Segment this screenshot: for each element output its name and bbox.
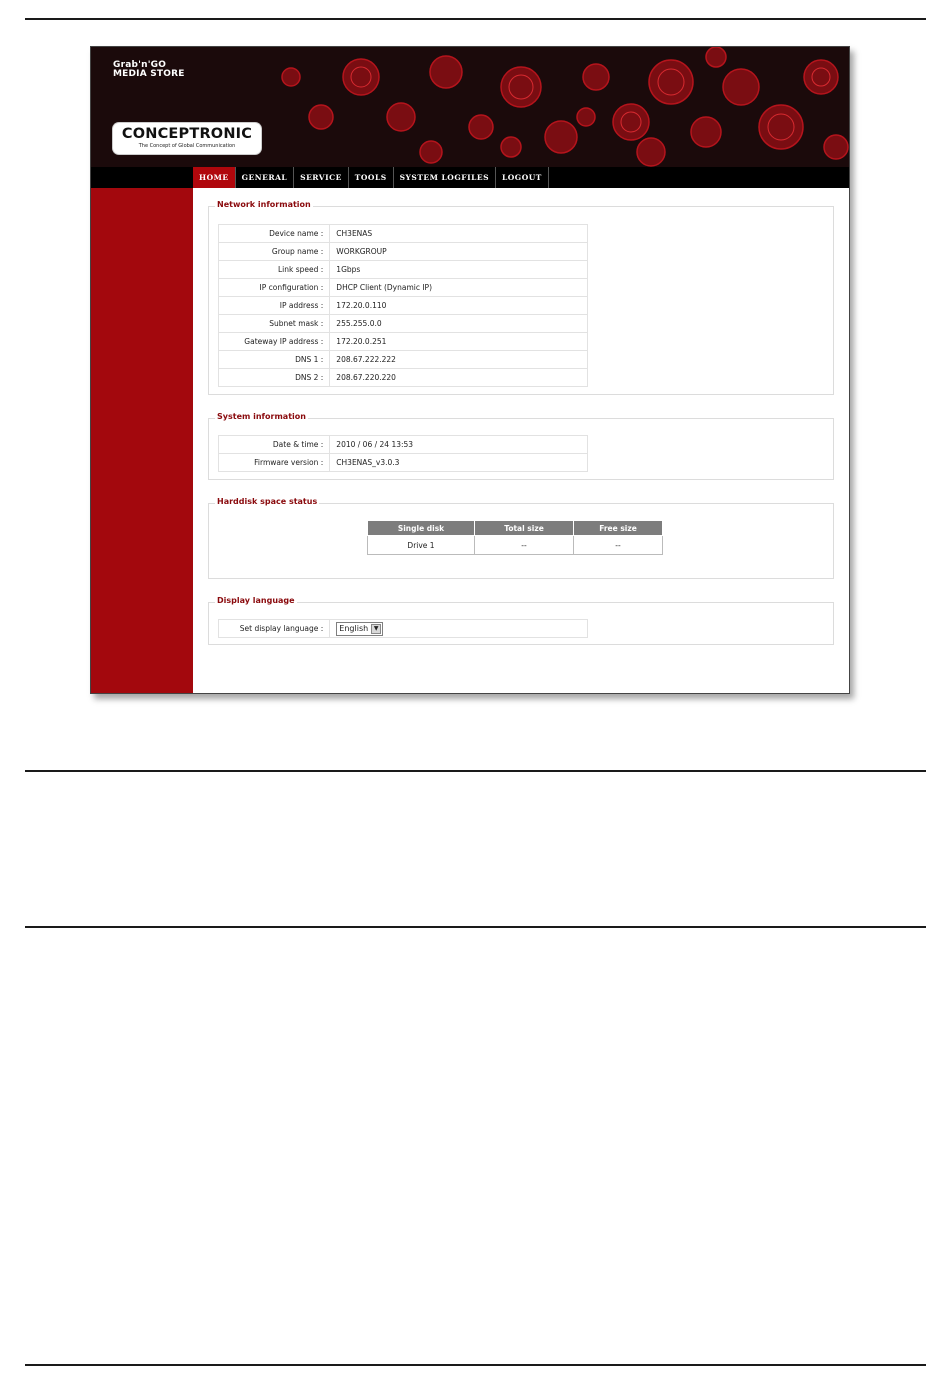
nas-admin-screenshot [90,46,850,694]
language-select[interactable]: English ▼ [336,622,383,636]
table-row: Gateway IP address : 172.20.0.251 [219,333,588,351]
nav-home[interactable]: HOME [193,167,236,188]
top-rule [25,18,926,20]
table-row: DNS 1 : 208.67.222.222 [219,351,588,369]
harddisk-table [367,520,663,555]
table-row: Link speed : 1Gbps [219,261,588,279]
section-title: Harddisk space status [217,497,318,506]
middle-rule-2 [25,926,926,928]
section-title: System information [217,412,306,421]
nav-logout[interactable]: LOGOUT [496,167,549,188]
nav-general[interactable]: GENERAL [236,167,295,188]
table-row: Subnet mask : 255.255.0.0 [219,315,588,333]
chevron-down-icon[interactable]: ▼ [371,624,381,634]
column-header: Total size [475,521,574,536]
table-row: Group name : WORKGROUP [219,243,588,261]
table-row: Firmware version : CH3ENAS_v3.0.3 [219,454,588,472]
media-store-logo: Grab'n'GO MEDIA STORE [113,60,185,79]
header-banner [91,47,849,167]
conceptronic-logo: CONCEPTRONIC The Concept of Global Communication [113,123,261,154]
table-header-row [368,521,663,536]
section-title: Display language [217,596,295,605]
table-row: Set display language : English ▼ [219,620,588,638]
system-information-section [208,412,834,480]
table-row: Date & time : 2010 / 06 / 24 13:53 [219,436,588,454]
main-nav [91,167,849,188]
table-row: DNS 2 : 208.67.220.220 [219,369,588,387]
column-header: Free size [574,521,663,536]
nav-service[interactable]: SERVICE [294,167,349,188]
table-row: IP address : 172.20.0.110 [219,297,588,315]
harddisk-status-section [208,497,834,579]
left-sidebar [91,188,193,693]
middle-rule-1 [25,770,926,772]
column-header: Single disk [368,521,475,536]
language-table [218,619,588,638]
network-information-section [208,200,834,395]
bottom-rule [25,1364,926,1366]
table-row: Device name : CH3ENAS [219,225,588,243]
nav-tools[interactable]: TOOLS [349,167,394,188]
system-table [218,435,588,472]
display-language-section [208,596,834,645]
main-content [193,188,849,693]
table-row: Drive 1 -- -- [368,536,663,555]
nav-system-logfiles[interactable]: SYSTEM LOGFILES [394,167,496,188]
network-table [218,224,588,387]
table-row: IP configuration : DHCP Client (Dynamic IP) [219,279,588,297]
section-title: Network information [217,200,311,209]
